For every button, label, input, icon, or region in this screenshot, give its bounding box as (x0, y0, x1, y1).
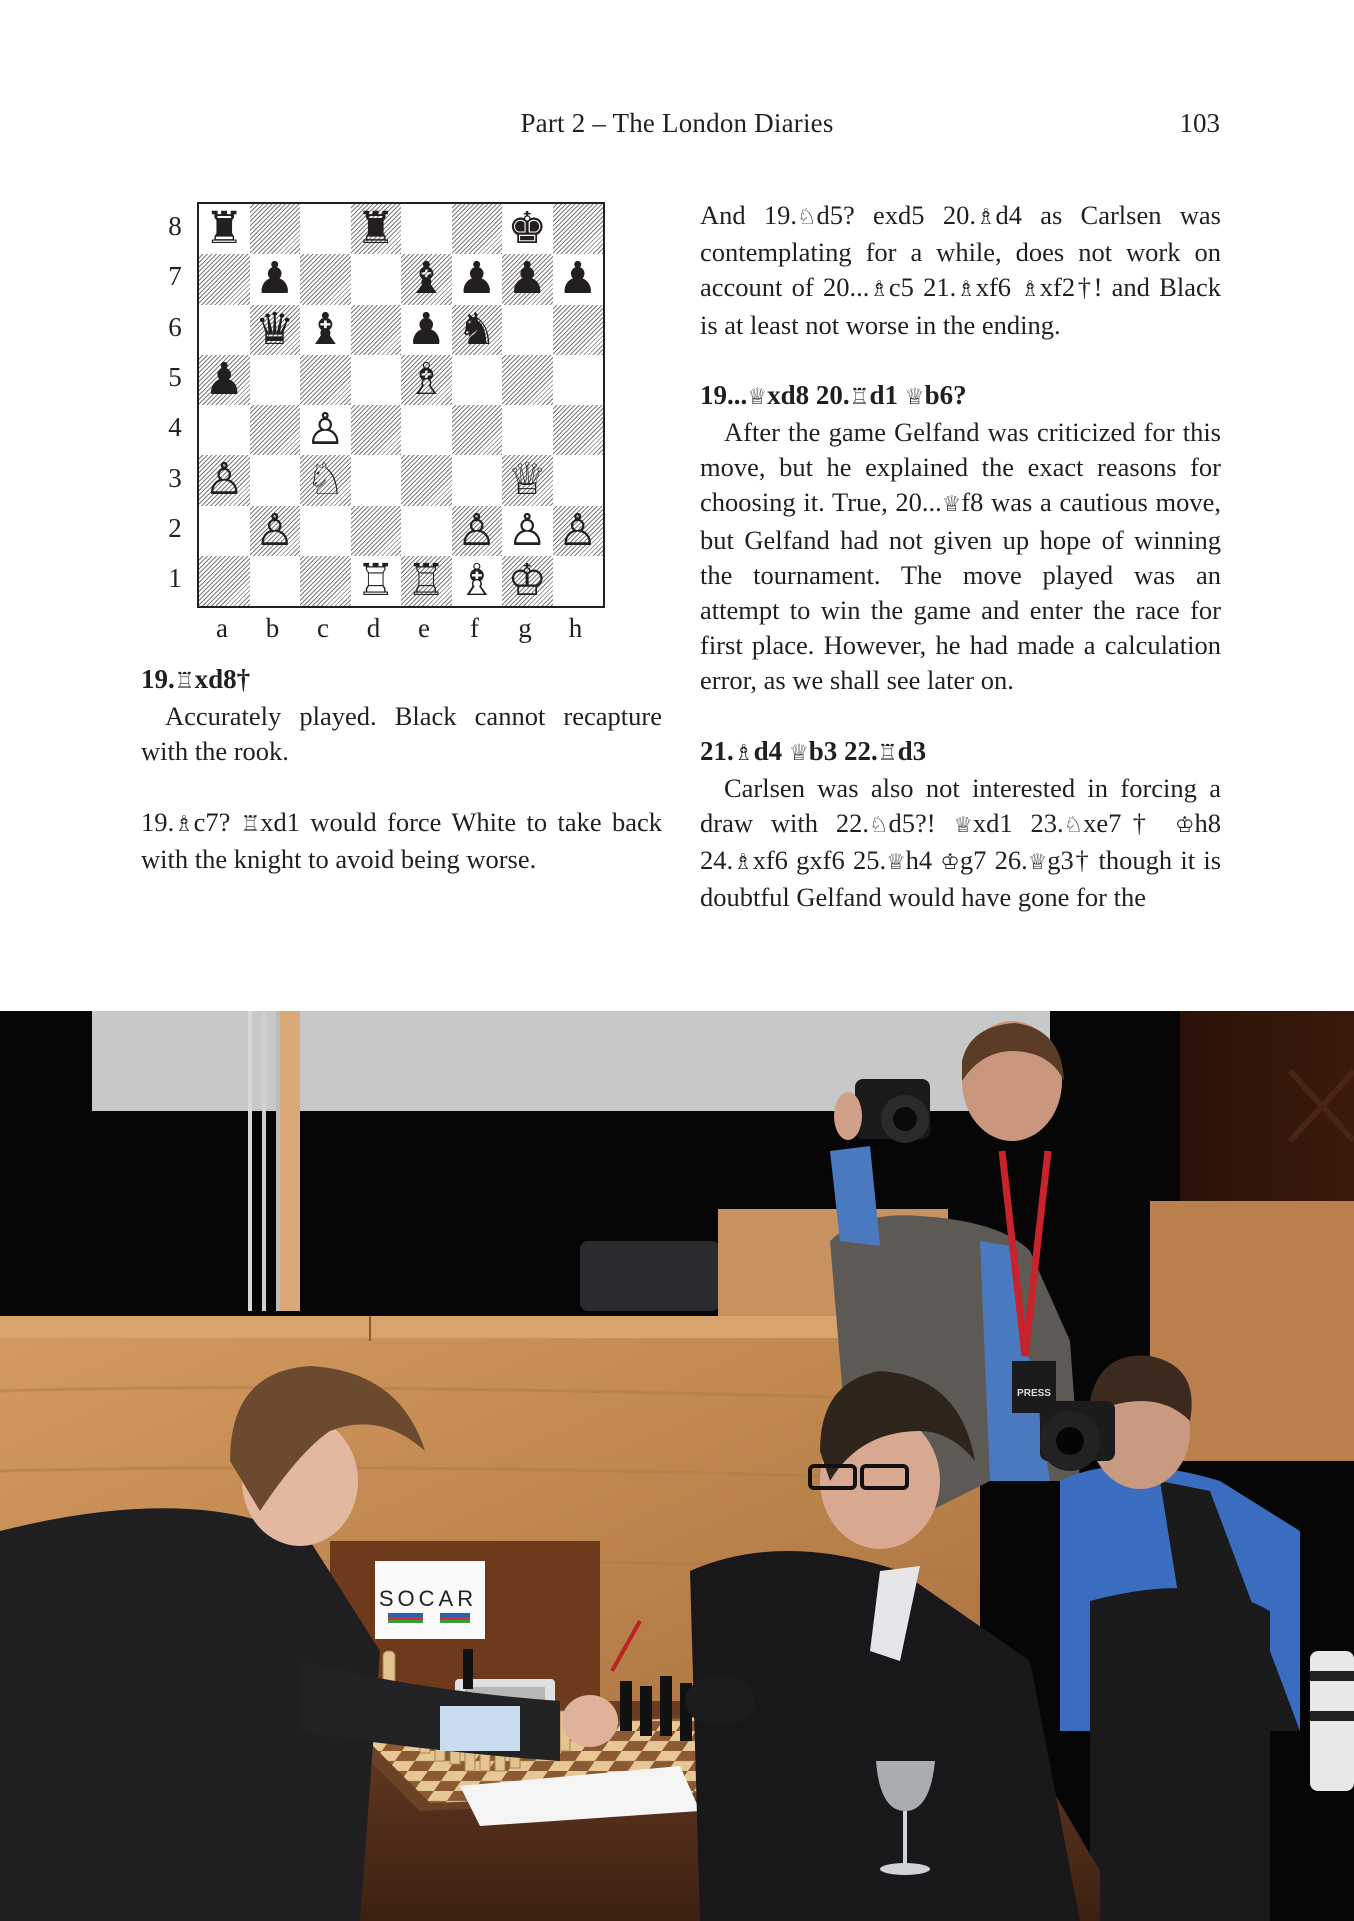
rook-icon: ♖ (174, 668, 195, 694)
piece-f7-icon: ♟ (457, 253, 497, 305)
rook-icon: ♖ (849, 383, 870, 410)
bishop-icon: ♗ (733, 850, 753, 876)
bishop-icon: ♗ (869, 277, 889, 303)
square-e6 (401, 305, 452, 355)
square-c3 (300, 455, 351, 505)
square-a6 (199, 305, 250, 355)
square-c8 (300, 204, 351, 254)
square-d2 (351, 506, 402, 556)
square-c7 (300, 254, 351, 304)
square-h1 (553, 556, 604, 606)
square-f6 (452, 305, 503, 355)
king-icon: ♔ (940, 850, 960, 876)
square-g1 (502, 556, 553, 606)
bishop-icon: ♗ (174, 811, 194, 837)
square-a8 (199, 204, 250, 254)
right-column (700, 198, 1221, 916)
square-d8 (351, 204, 402, 254)
piece-f2-icon: ♙ (457, 504, 497, 556)
piece-g8-icon: ♚ (507, 203, 547, 255)
square-h8 (553, 204, 604, 254)
piece-c3-icon: ♘ (305, 454, 345, 506)
square-a7 (199, 254, 250, 304)
square-a2 (199, 506, 250, 556)
square-c4 (300, 405, 351, 455)
piece-c6-icon: ♝ (305, 303, 345, 355)
move-heading-21-bd4: 21.♗d4 ♕b3 22.♖d3 (700, 735, 927, 766)
queen-icon: ♕ (904, 383, 925, 410)
square-b1 (250, 556, 301, 606)
rook-icon: ♖ (877, 739, 898, 766)
chess-board (197, 202, 605, 608)
rook-icon: ♖ (240, 811, 261, 837)
paragraph-accurately-played: Accurately played. Black cannot recapture with the rook. (141, 701, 662, 767)
square-b2 (250, 506, 301, 556)
piece-e7-icon: ♝ (406, 253, 446, 305)
file-label-a: a (216, 613, 228, 643)
piece-h7-icon: ♟ (558, 253, 598, 305)
square-f4 (452, 405, 503, 455)
chess-diagram (160, 200, 610, 650)
square-b7 (250, 254, 301, 304)
square-g6 (502, 305, 553, 355)
square-e7 (401, 254, 452, 304)
left-column (141, 662, 662, 877)
rank-label-2: 2 (168, 512, 182, 543)
piece-b2-icon: ♙ (255, 504, 295, 556)
bishop-icon: ♗ (956, 277, 976, 303)
file-label-c: c (317, 613, 329, 643)
square-f7 (452, 254, 503, 304)
piece-f6-icon: ♞ (457, 303, 497, 355)
piece-g7-icon: ♟ (507, 253, 547, 305)
square-f5 (452, 355, 503, 405)
piece-c4-icon: ♙ (305, 404, 345, 456)
rank-label-5: 5 (168, 361, 182, 392)
piece-h2-icon: ♙ (558, 504, 598, 556)
rank-label-7: 7 (168, 261, 182, 292)
move-heading-19-rxd8: 19.♖xd8† (141, 664, 251, 694)
piece-a5-icon: ♟ (204, 353, 244, 405)
move-heading-19-qxd8: 19...♕xd8 20.♖d1 ♕b6? (700, 379, 967, 410)
square-d7 (351, 254, 402, 304)
square-e1 (401, 556, 452, 606)
square-e5 (401, 355, 452, 405)
piece-e1-icon: ♖ (406, 554, 446, 606)
square-d6 (351, 305, 402, 355)
piece-d1-icon: ♖ (356, 554, 396, 606)
piece-a3-icon: ♙ (204, 454, 244, 506)
paragraph-carlsen-draw: Carlsen was also not interested in forcing a draw with 22.♘d5?! ♕xd1 23.♘xe7† ♔h8 24.♗xf6 gxf6 25.♕h4 ♔g7 26.♕g3† though it is doubtful Gelfand would have gone for the (700, 772, 1222, 913)
bishop-icon: ♗ (733, 739, 754, 766)
piece-g3-icon: ♕ (507, 454, 547, 506)
square-f3 (452, 455, 503, 505)
square-g3 (502, 455, 553, 505)
paragraph-19-nd5: And 19.♘d5? exd5 20.♗d4 as Carlsen was contemplating for a while, does not work on account of 20...♗c5 21.♗xf6 ♗xf2†! and Black is at least not worse in the ending. (700, 200, 1221, 340)
svg-text:PRESS: PRESS (1017, 1388, 1051, 1399)
square-a5 (199, 355, 250, 405)
square-b3 (250, 455, 301, 505)
paragraph-19-bc7: 19.♗c7? ♖xd1 would force White to take back with the knight to avoid being worse. (141, 806, 662, 874)
piece-f1-icon: ♗ (457, 554, 497, 606)
square-a4 (199, 405, 250, 455)
file-label-d: d (366, 613, 381, 643)
square-e2 (401, 506, 452, 556)
queen-icon: ♕ (886, 850, 906, 876)
tournament-photo (0, 1011, 1354, 1921)
square-d4 (351, 405, 402, 455)
queen-icon: ♕ (747, 383, 768, 410)
square-e3 (401, 455, 452, 505)
piece-b6-icon: ♛ (255, 303, 295, 355)
queen-icon: ♕ (788, 739, 809, 766)
square-f8 (452, 204, 503, 254)
square-d1 (351, 556, 402, 606)
square-h7 (553, 254, 604, 304)
piece-e5-icon: ♗ (406, 353, 446, 405)
file-label-e: e (418, 613, 430, 643)
rank-label-1: 1 (168, 563, 182, 594)
square-e4 (401, 405, 452, 455)
square-b5 (250, 355, 301, 405)
square-g4 (502, 405, 553, 455)
square-e8 (401, 204, 452, 254)
bishop-icon: ♗ (975, 205, 996, 230)
knight-icon: ♘ (797, 205, 817, 230)
piece-d8-icon: ♜ (356, 203, 396, 255)
square-h2 (553, 506, 604, 556)
file-label-f: f (470, 613, 479, 643)
file-label-h: h (568, 613, 583, 643)
square-h4 (553, 405, 604, 455)
square-a1 (199, 556, 250, 606)
square-c1 (300, 556, 351, 606)
square-h5 (553, 355, 604, 405)
knight-icon: ♘ (1063, 813, 1084, 839)
king-icon: ♔ (1175, 813, 1195, 839)
piece-g1-icon: ♔ (507, 554, 547, 606)
square-h6 (553, 305, 604, 355)
bishop-icon: ♗ (1020, 277, 1040, 303)
square-f1 (452, 556, 503, 606)
square-c6 (300, 305, 351, 355)
knight-icon: ♘ (868, 813, 889, 839)
file-label-b: b (265, 613, 280, 643)
piece-g2-icon: ♙ (507, 504, 547, 556)
square-h3 (553, 455, 604, 505)
square-g5 (502, 355, 553, 405)
square-c5 (300, 355, 351, 405)
sponsor-sign (375, 1561, 485, 1639)
rank-label-3: 3 (168, 462, 182, 493)
rank-label-8: 8 (168, 211, 182, 241)
rank-label-4: 4 (168, 412, 182, 443)
svg-text:SOCAR: SOCAR (378, 1586, 478, 1611)
square-b4 (250, 405, 301, 455)
square-f2 (452, 506, 503, 556)
queen-icon: ♕ (953, 813, 973, 839)
queen-icon: ♕ (1027, 850, 1048, 876)
square-b6 (250, 305, 301, 355)
piece-b7-icon: ♟ (255, 253, 295, 305)
square-g2 (502, 506, 553, 556)
page-number: 103 (1179, 108, 1220, 138)
square-d5 (351, 355, 402, 405)
piece-a8-icon: ♜ (204, 203, 244, 255)
square-c2 (300, 506, 351, 556)
square-d3 (351, 455, 402, 505)
square-g8 (502, 204, 553, 254)
square-a3 (199, 455, 250, 505)
file-label-g: g (518, 613, 532, 643)
paragraph-after-the-game: After the game Gelfand was criticized for this move, but he explained the exact reasons for choosing it. True, 20...♕f8 was a cautious move, but Gelfand had not given up hope of winning the tournament. The move played was an attempt to win the game and enter the race for first place. However, he had made a calculation error, as we shall see later on. (700, 417, 1221, 696)
square-b8 (250, 204, 301, 254)
running-head-title: Part 2 – The London Diaries (520, 108, 834, 138)
square-g7 (502, 254, 553, 304)
piece-e6-icon: ♟ (406, 303, 446, 355)
queen-icon: ♕ (941, 492, 962, 518)
rank-label-6: 6 (168, 311, 182, 342)
